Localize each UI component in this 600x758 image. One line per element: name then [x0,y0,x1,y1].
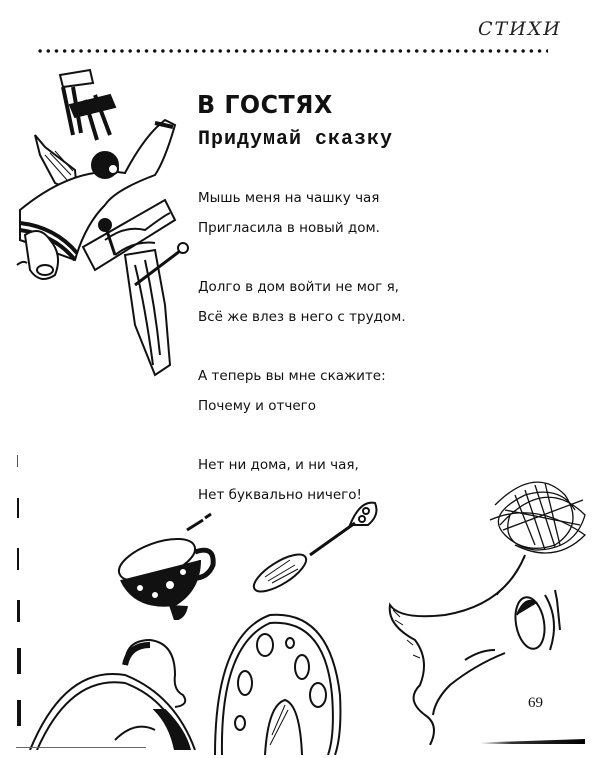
chair-icon [60,70,115,140]
broken-house-debris-illustration [15,65,195,385]
poem-line: Мышь меня на чашку чая [198,190,380,206]
teacup-illustration [115,510,225,620]
poem-line: Нет буквально ничего! [198,487,362,503]
poem-line: Всё же влез в него с трудом. [198,309,406,325]
section-label: СТИХИ [478,18,562,40]
bottom-rule-left [16,747,146,748]
poem-body [198,183,406,510]
poem-line: Нет ни дома, и ни чая, [198,457,359,473]
face-with-big-nose-illustration [385,455,600,745]
poem-title: В ГОСТЯХ [197,90,333,119]
poem-subtitle: Придумай сказку [198,128,394,151]
poem-line: А теперь вы мне скажите: [198,368,386,384]
teapot-illustration [25,635,205,750]
margin-marks [15,450,25,740]
poem-line: Долго в дом войти не мог я, [198,279,399,295]
page-number: 69 [528,695,543,711]
poem-line: Пригласила в новый дом. [198,220,380,236]
dotted-divider [36,49,548,53]
spoon-illustration [250,495,380,605]
poem-line: Почему и отчего [198,398,316,414]
cheese-plate-illustration [210,605,350,755]
